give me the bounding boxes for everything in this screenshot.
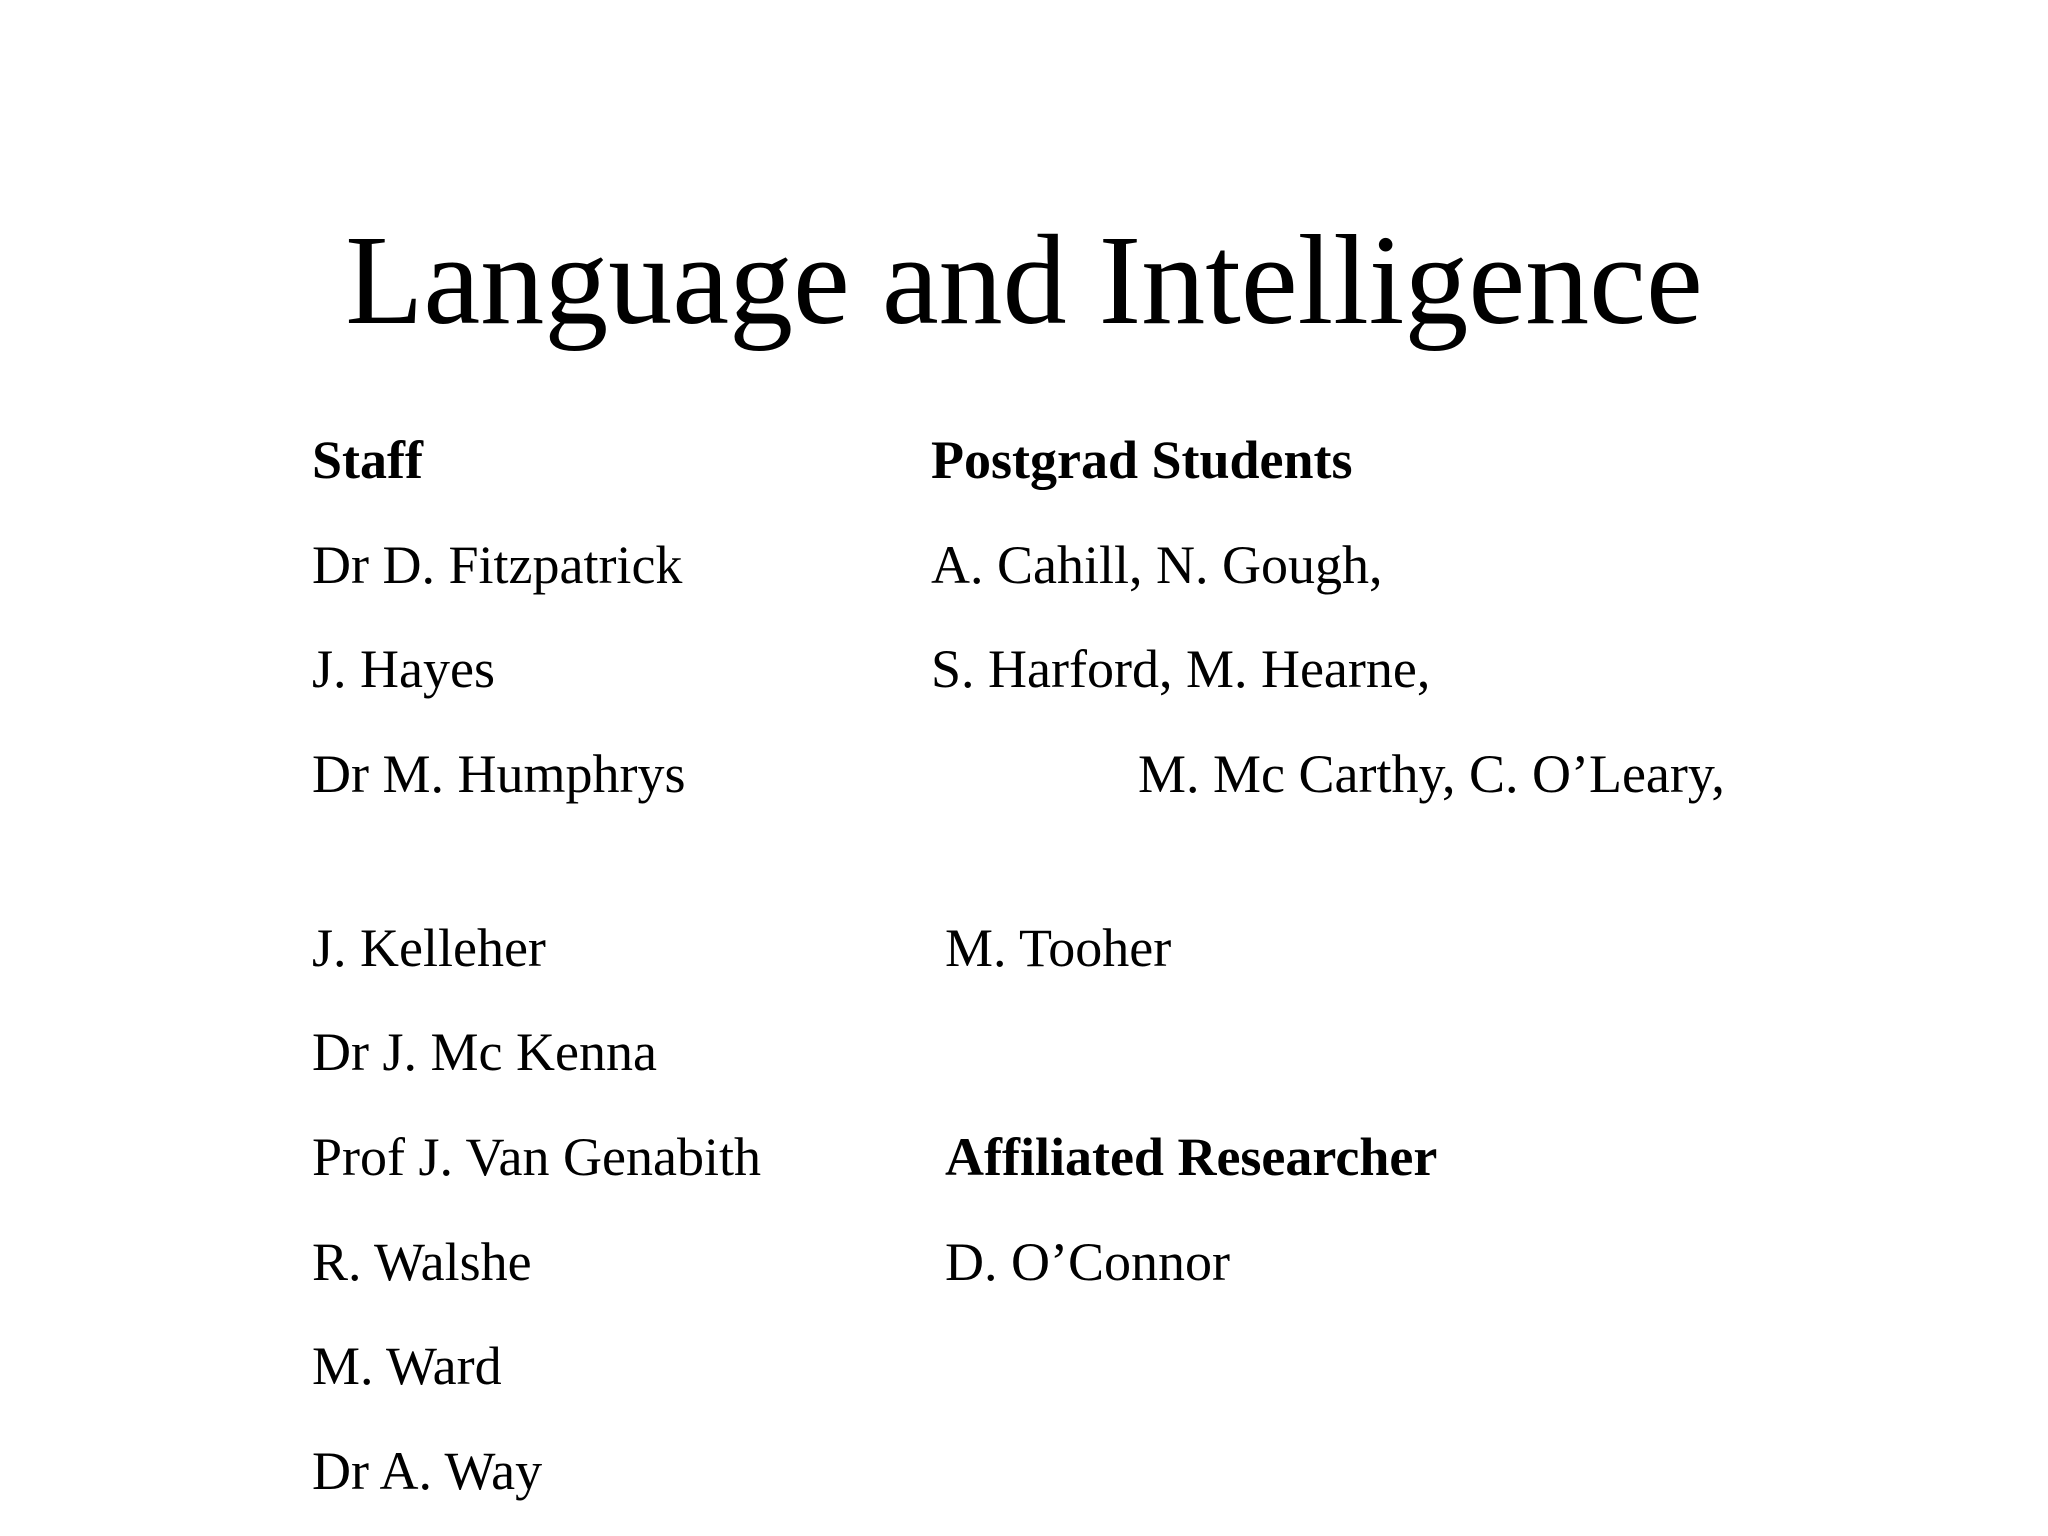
staff-heading: Staff: [312, 430, 423, 490]
slide-title: Language and Intelligence: [345, 209, 1703, 351]
staff-member: R. Walshe: [312, 1232, 532, 1292]
staff-member: J. Hayes: [312, 639, 495, 699]
staff-member: Prof J. Van Genabith: [312, 1127, 761, 1187]
staff-member: M. Ward: [312, 1336, 502, 1396]
postgrad-line: S. Harford, M. Hearne,: [931, 639, 1431, 699]
postgrad-line: M. Mc Carthy, C. O’Leary,: [1138, 744, 1725, 804]
staff-member: J. Kelleher: [312, 918, 546, 978]
staff-member: Dr D. Fitzpatrick: [312, 535, 683, 595]
staff-member: Dr A. Way: [312, 1441, 543, 1501]
staff-member: Dr J. Mc Kenna: [312, 1022, 657, 1082]
postgrad-line: M. Tooher: [945, 918, 1172, 978]
postgrad-line: A. Cahill, N. Gough,: [931, 535, 1383, 595]
affiliated-member: D. O’Connor: [945, 1232, 1230, 1292]
postgrad-heading: Postgrad Students: [931, 430, 1353, 490]
staff-member: Dr M. Humphrys: [312, 744, 686, 804]
affiliated-heading: Affiliated Researcher: [945, 1127, 1438, 1187]
